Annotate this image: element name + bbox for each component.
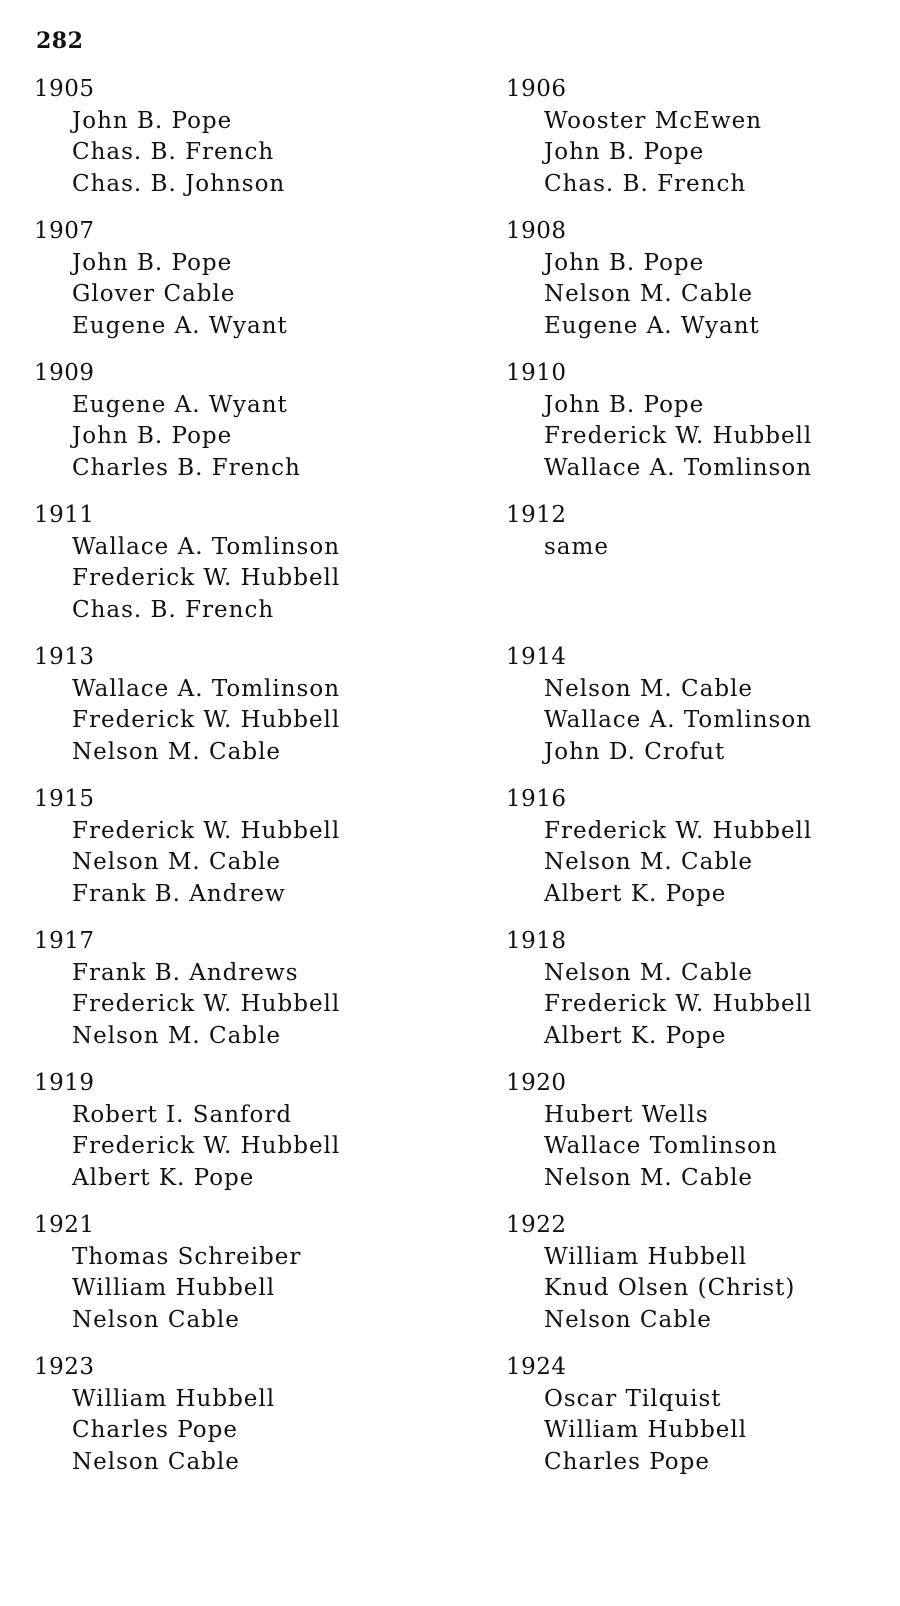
member-name: Wallace A. Tomlinson <box>72 675 341 702</box>
year-block <box>506 642 900 784</box>
member-name: Frederick W. Hubbell <box>72 1133 341 1159</box>
year-block <box>506 1210 900 1352</box>
member-name: Thomas Schreiber <box>72 1243 302 1270</box>
page-number: 282 <box>36 28 84 54</box>
member-name: Eugene A. Wyant <box>544 312 760 339</box>
member-name: Frederick W. Hubbell <box>72 991 341 1017</box>
year-heading: 1918 <box>506 928 567 954</box>
member-name: Chas. B. French <box>544 170 747 197</box>
member-name: same <box>544 533 609 560</box>
year-heading: 1921 <box>34 1212 95 1238</box>
member-name: Albert K. Pope <box>544 880 727 907</box>
member-name: John D. Crofut <box>544 738 726 765</box>
year-block <box>34 1352 434 1494</box>
member-name: William Hubbell <box>72 1385 276 1412</box>
member-name: Oscar Tilquist <box>544 1385 722 1412</box>
member-name: Knud Olsen (Christ) <box>544 1275 796 1301</box>
member-name: Nelson M. Cable <box>544 959 754 986</box>
member-name: Nelson M. Cable <box>544 849 754 875</box>
member-name: John B. Pope <box>72 423 233 449</box>
member-name: Chas. B. Johnson <box>72 170 286 197</box>
year-block <box>506 358 900 500</box>
member-name: Wallace A. Tomlinson <box>544 454 813 481</box>
member-name: Frank B. Andrew <box>72 880 286 907</box>
member-name: Wallace A. Tomlinson <box>72 533 341 560</box>
year-block <box>34 642 434 784</box>
member-name: Frederick W. Hubbell <box>72 565 341 591</box>
member-name: Chas. B. French <box>72 596 275 623</box>
year-block <box>506 926 900 1068</box>
member-name: John B. Pope <box>544 249 705 276</box>
member-name: Nelson M. Cable <box>544 1164 754 1191</box>
member-name: John B. Pope <box>72 107 233 134</box>
year-block <box>34 358 434 500</box>
member-name: Nelson M. Cable <box>544 675 754 702</box>
member-name: John B. Pope <box>544 391 705 418</box>
member-name: Frederick W. Hubbell <box>544 423 813 449</box>
left-column <box>34 74 434 1494</box>
member-name: Charles B. French <box>72 454 301 481</box>
year-heading: 1919 <box>34 1070 95 1096</box>
member-name: William Hubbell <box>544 1417 748 1443</box>
year-block <box>34 926 434 1068</box>
member-name: Wallace A. Tomlinson <box>544 707 813 733</box>
member-name: Frederick W. Hubbell <box>544 817 813 844</box>
year-heading: 1906 <box>506 76 567 102</box>
year-heading: 1923 <box>34 1354 95 1380</box>
member-name: Charles Pope <box>72 1417 238 1443</box>
year-block <box>506 74 900 216</box>
year-block <box>34 1068 434 1210</box>
member-name: John B. Pope <box>544 139 705 165</box>
member-name: William Hubbell <box>544 1243 748 1270</box>
member-name: John B. Pope <box>72 249 233 276</box>
member-name: Nelson M. Cable <box>72 738 282 765</box>
year-block <box>506 1352 900 1494</box>
member-name: Frederick W. Hubbell <box>544 991 813 1017</box>
member-name: Wooster McEwen <box>544 107 763 134</box>
year-block <box>506 784 900 926</box>
member-name: Robert I. Sanford <box>72 1101 293 1128</box>
member-name: Frank B. Andrews <box>72 959 299 986</box>
member-name: Nelson Cable <box>72 1448 240 1475</box>
year-heading: 1905 <box>34 76 95 102</box>
year-heading: 1922 <box>506 1212 567 1238</box>
year-heading: 1907 <box>34 218 95 244</box>
year-heading: 1908 <box>506 218 567 244</box>
year-block <box>34 500 434 642</box>
year-heading: 1910 <box>506 360 567 386</box>
year-heading: 1912 <box>506 502 567 528</box>
year-block <box>506 500 900 642</box>
member-name: William Hubbell <box>72 1275 276 1301</box>
year-block <box>506 216 900 358</box>
member-name: Eugene A. Wyant <box>72 391 288 418</box>
member-name: Albert K. Pope <box>544 1022 727 1049</box>
year-block <box>34 216 434 358</box>
member-name: Glover Cable <box>72 281 236 307</box>
year-block <box>34 1210 434 1352</box>
year-heading: 1916 <box>506 786 567 812</box>
member-name: Albert K. Pope <box>72 1164 255 1191</box>
member-name: Nelson M. Cable <box>544 281 754 307</box>
member-name: Frederick W. Hubbell <box>72 817 341 844</box>
member-name: Chas. B. French <box>72 139 275 165</box>
year-heading: 1909 <box>34 360 95 386</box>
member-name: Nelson Cable <box>72 1306 240 1333</box>
member-name: Nelson M. Cable <box>72 849 282 875</box>
member-name: Frederick W. Hubbell <box>72 707 341 733</box>
year-heading: 1911 <box>34 502 95 528</box>
year-heading: 1917 <box>34 928 95 954</box>
year-heading: 1913 <box>34 644 95 670</box>
year-block <box>34 74 434 216</box>
year-heading: 1915 <box>34 786 95 812</box>
member-name: Eugene A. Wyant <box>72 312 288 339</box>
year-heading: 1924 <box>506 1354 567 1380</box>
right-column <box>506 74 900 1494</box>
member-name: Wallace Tomlinson <box>544 1133 778 1159</box>
year-block <box>34 784 434 926</box>
member-name: Nelson Cable <box>544 1306 712 1333</box>
year-heading: 1914 <box>506 644 567 670</box>
member-name: Nelson M. Cable <box>72 1022 282 1049</box>
year-block <box>506 1068 900 1210</box>
member-name: Hubert Wells <box>544 1101 709 1128</box>
year-heading: 1920 <box>506 1070 567 1096</box>
member-name: Charles Pope <box>544 1448 710 1475</box>
